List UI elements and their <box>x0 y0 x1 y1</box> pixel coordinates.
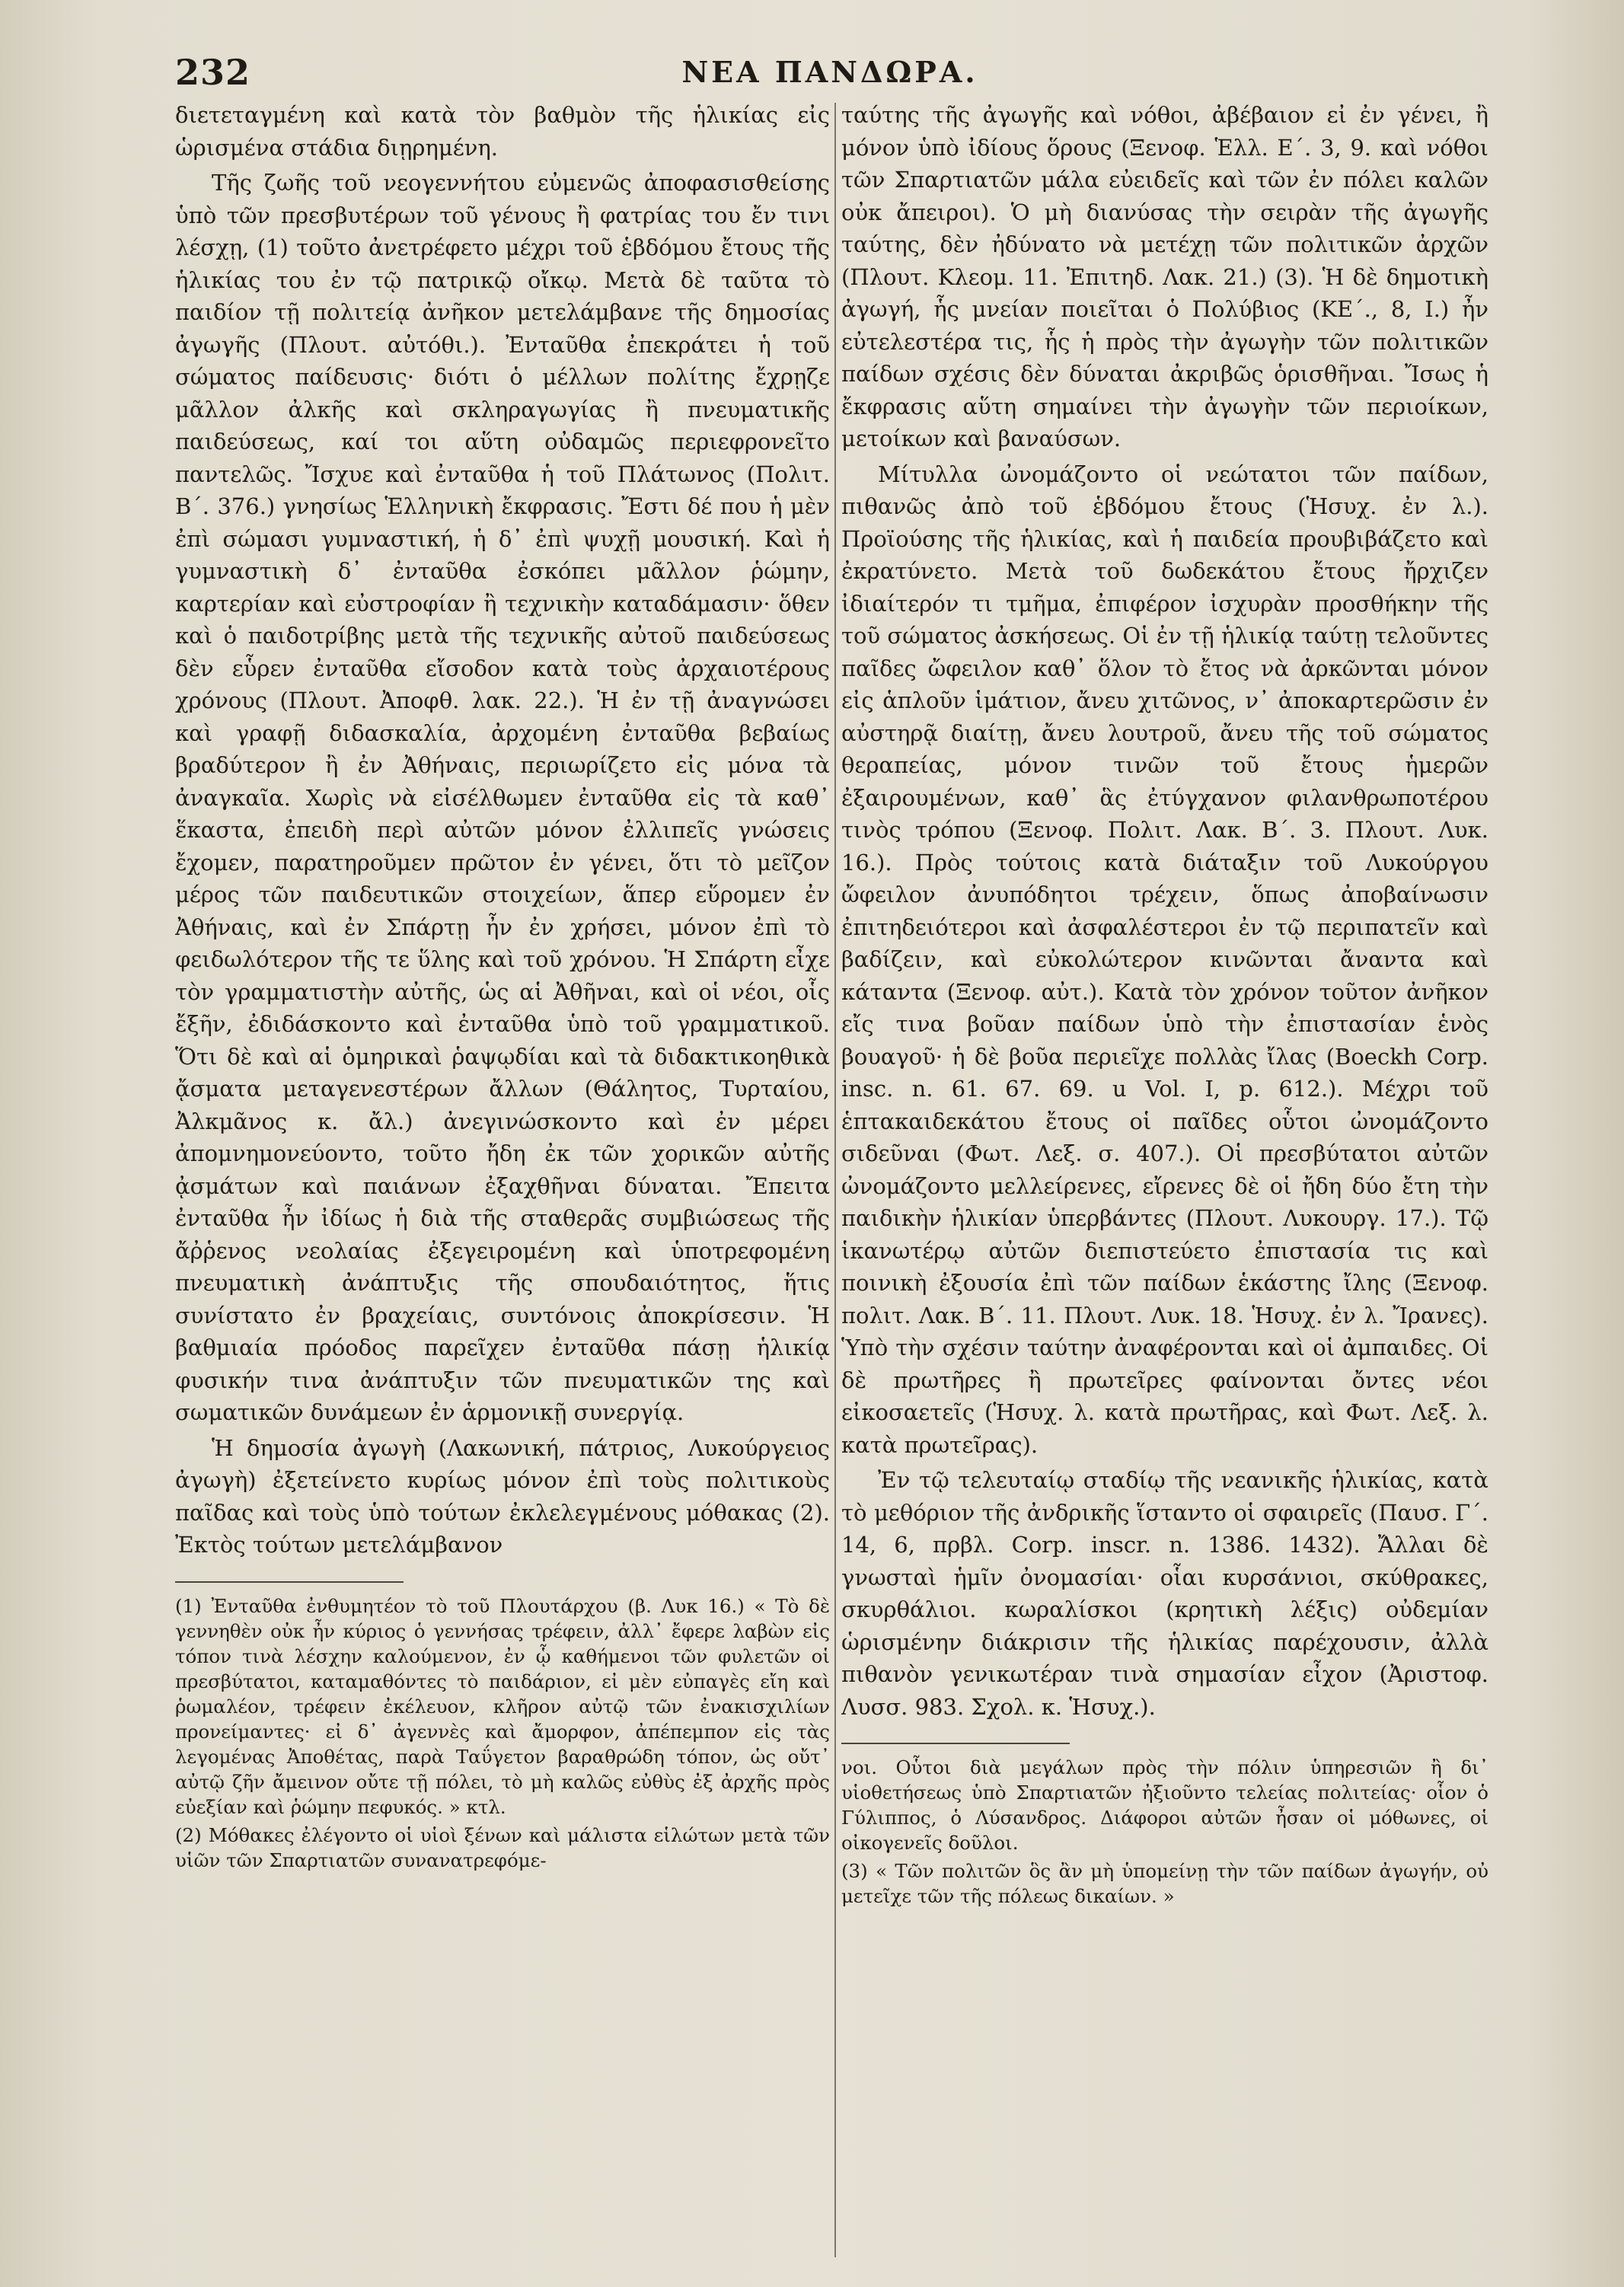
footnote-2-continued: νοι. Οὗτοι διὰ μεγάλων πρὸς τὴν πόλιν ὑπηρεσιῶν ἢ δι᾽ υἱοθετήσεως ὑπὸ Σπαρτιατῶν ἠξιοῦντο τελείας πολιτείας· οἷον ὁ Γύλιππος, ὁ Λύσανδρος. Διάφοροι αὐτῶν ἦσαν οἱ μόθωνες, οἱ οἰκογενεῖς δοῦλοι. <box>841 1756 1488 1854</box>
left-paragraph-2: Τῆς ζωῆς τοῦ νεογεννήτου εὐμενῶς ἀποφασισθείσης ὑπὸ τῶν πρεσβυτέρων τοῦ γένους ἢ φατρίας του ἔν τινι λέσχῃ, (1) τοῦτο ἀνετρέφετο μέχρι τοῦ ἑβδόμου ἔτους τῆς ἡλικίας του ἐν τῷ πατρικῷ οἴκῳ. Μετὰ δὲ ταῦτα τὸ παιδίον τῇ πολιτείᾳ ἀνῆκον μετελάμβανε τῆς δημοσίας ἀγωγῆς (Πλουτ. αὐτόθι.). Ἐνταῦθα ἐπεκράτει ἡ τοῦ σώματος παίδευσις· διότι ὁ μέλλων πολίτης ἔχρῃζε μᾶλλον ἀλκῆς καὶ σκληραγωγίας ἢ πνευματικῆς παιδεύσεως, καί τοι αὕτη οὐδαμῶς περιεφρονεῖτο παντελῶς. Ἴσχυε καὶ ἐνταῦθα ἡ τοῦ Πλάτωνος (Πολιτ. Β΄. 376.) γνησίως Ἑλληνικὴ ἔκφρασις. Ἔστι δέ που ἡ μὲν ἐπὶ σώμασι γυμναστική, ἡ δ᾽ ἐπὶ ψυχῇ μουσική. Καὶ ἡ γυμναστικὴ δ᾽ ἐνταῦθα ἐσκόπει μᾶλλον ῥώμην, καρτερίαν καὶ εὐστροφίαν ἢ τεχνικὴν καταδάμασιν· ὅθεν καὶ ὁ παιδοτρίβης μετὰ τῆς τεχνικῆς αὐτοῦ παιδεύσεως δὲν εὗρεν ἐνταῦθα εἴσοδον κατὰ τοὺς ἀρχαιοτέρους χρόνους (Πλουτ. Ἀποφθ. λακ. 22.). Ἡ ἐν τῇ ἀναγνώσει καὶ γραφῇ διδασκαλία, ἀρχομένη ἐνταῦθα βεβαίως βραδύτερον ἢ ἐν Ἀθήναις, περιωρίζετο εἰς μόνα τὰ ἀναγκαῖα. Χωρὶς νὰ εἰσέλθωμεν ἐνταῦθα εἰς τὰ καθ᾽ ἕκαστα, ἐπειδὴ περὶ αὐτῶν μόνον ἐλλιπεῖς γνώσεις ἔχομεν, παρατηροῦμεν πρῶτον ἐν γένει, ὅτι τὸ μεῖζον μέρος τῶν παιδευτικῶν στοιχείων, ἅπερ εὕρομεν ἐν Ἀθήναις, καὶ ἐν Σπάρτῃ ἦν ἐν χρήσει, μόνον ἐπὶ τὸ φειδωλότερον τῆς τε ὕλης καὶ τοῦ χρόνου. Ἡ Σπάρτη εἶχε τὸν γραμματιστὴν αὐτῆς, ὡς αἱ Ἀθῆναι, καὶ οἱ νέοι, οἷς ἔξῆν, ἐδιδάσκοντο καὶ ἐνταῦθα ὑπὸ τοῦ γραμματικοῦ. Ὅτι δὲ καὶ αἱ ὁμηρικαὶ ῥαψῳδίαι καὶ τὰ διδακτικοηθικὰ ᾄσματα μεταγενεστέρων ἄλλων (Θάλητος, Τυρταίου, Ἀλκμᾶνος κ. ἄλ.) ἀνεγινώσκοντο καὶ ἐν μέρει ἀπομνημονεύοντο, τοῦτο ἤδη ἐκ τῶν χορικῶν αὐτῆς ᾀσμάτων καὶ παιάνων ἐξαχθῆναι δύναται. Ἔπειτα ἐνταῦθα ἦν ἰδίως ἡ διὰ τῆς σταθερᾶς συμβιώσεως τῆς ἄῤῥενος νεολαίας ἐξεγειρομένη καὶ ὑποτρεφομένη πνευματικὴ ἀνάπτυξις τῆς σπουδαιότητος, ἥτις συνίστατο ἐν βραχείαις, συντόνοις ἀποκρίσεσιν. Ἡ βαθμιαία πρόοδος παρεῖχεν ἐνταῦθα πάσῃ ἡλικίᾳ φυσικήν τινα ἀνάπτυξιν τῶν πνευματικῶν της καὶ σωματικῶν δυνάμεων ἐν ἁρμονικῇ συνεργίᾳ. <box>175 170 830 1425</box>
left-column <box>175 99 830 2269</box>
footnote-2: (2) Μόθακες ἐλέγοντο οἱ υἱοὶ ξένων καὶ μάλιστα εἱλώτων μετὰ τῶν υἱῶν τῶν Σπαρτιατῶν συνανατρεφόμε- <box>175 1823 830 1871</box>
column-divider <box>834 103 836 2257</box>
page-header <box>175 46 1485 99</box>
running-title: ΝΕΑ ΠΑΝΔΩΡΑ. <box>681 55 978 89</box>
footnote-1: (1) Ἐνταῦθα ἐνθυμητέον τὸ τοῦ Πλουτάρχου (β. Λυκ 16.) « Τὸ δὲ γεννηθὲν οὐκ ἦν κύριος ὁ γεννήσας τρέφειν, ἀλλ᾽ ἔφερε λαβὼν εἰς τόπον τινὰ λέσχην καλούμενον, ἐν ᾧ καθήμενοι τῶν φυλετῶν οἱ πρεσβύτατοι, καταμαθόντες τὸ παιδάριον, εἰ μὲν εὐπαγὲς εἴη καὶ ῥωμαλέον, τρέφειν ἐκέλευον, κλῆρον αὐτῷ τῶν ἐνακισχιλίων προνείμαντες· εἰ δ᾽ ἀγεννὲς καὶ ἄμορφον, ἀπέπεμπον εἰς τὰς λεγομένας Ἀποθέτας, παρὰ Ταΰγετον βαραθρώδη τόπον, ὡς οὔτ᾽ αὐτῷ ζῆν ἄμεινον οὔτε τῇ πόλει, τὸ μὴ καλῶς εὐθὺς ἐξ ἀρχῆς πρὸς εὐεξίαν καὶ ῥώμην πεφυκός. » κτλ. <box>175 1594 830 1818</box>
right-paragraph-1: ταύτης τῆς ἀγωγῆς καὶ νόθοι, ἀβέβαιον εἰ ἐν γένει, ἢ μόνον ὑπὸ ἰδίους ὅρους (Ξενοφ. Ἑλλ. Ε΄. 3, 9. καὶ νόθοι τῶν Σπαρτιατῶν μάλα εὐειδεῖς καὶ τῶν ἐν πόλει καλῶν οὐκ ἄπειροι). Ὁ μὴ διανύσας τὴν σειρὰν τῆς ἀγωγῆς ταύτης, δὲν ἠδύνατο νὰ μετέχῃ τῶν πολιτικῶν ἀρχῶν (Πλουτ. Κλεομ. 11. Ἐπιτηδ. Λακ. 21.) (3). Ἡ δὲ δημοτικὴ ἀγωγή, ἧς μνείαν ποιεῖται ὁ Πολύβιος (ΚΕ΄., 8, Ι.) ἦν εὐτελεστέρα τις, ἧς ἡ πρὸς τὴν ἀγωγὴν τῶν πολιτικῶν παίδων σχέσις δὲν δύναται ἀκριβῶς ὁρισθῆναι. Ἴσως ἡ ἔκφρασις αὕτη σημαίνει τὴν ἀγωγὴν τῶν περιοίκων, μετοίκων καὶ βαναύσων. <box>841 102 1488 451</box>
left-paragraph-1: διετεταγμένη καὶ κατὰ τὸν βαθμὸν τῆς ἡλικίας εἰς ὡρισμένα στάδια διῃρημένη. <box>175 102 830 161</box>
right-paragraph-3: Ἐν τῷ τελευταίῳ σταδίῳ τῆς νεανικῆς ἡλικίας, κατὰ τὸ μεθόριον τῆς ἀνδρικῆς ἵσταντο οἱ σφαιρεῖς (Παυσ. Γ΄. 14, 6, πρβλ. Corp. inscr. n. 1386. 1432). Ἄλλαι δὲ γνωσταὶ ἡμῖν ὀνομασίαι· οἷαι κυρσάνιοι, σκύθρακες, σκυρθάλιοι. κωραλίσκοι (κρητικὴ λέξις) οὐδεμίαν ὡρισμένην διάκρισιν τῆς ἡλικίας παρέχουσιν, ἀλλὰ πιθανὸν γενικωτέραν τινὰ σημασίαν εἶχον (Ἀριστοφ. Λυσσ. 983. Σχολ. κ. Ἡσυχ.). <box>841 1467 1488 1720</box>
right-footnote-rule <box>841 1743 1070 1744</box>
left-footnote-rule <box>175 1581 404 1583</box>
right-paragraph-2: Μίτυλλα ὠνομάζοντο οἱ νεώτατοι τῶν παίδων, πιθανῶς ἀπὸ τοῦ ἑβδόμου ἔτους (Ἡσυχ. ἐν λ.). Προϊούσης τῆς ἡλικίας, καὶ ἡ παιδεία προυβιβάζετο καὶ ἐκρατύνετο. Μετὰ τοῦ δωδεκάτου ἔτους ἤρχιζεν ἰδιαίτερόν τι τμῆμα, ἐπιφέρον ἰσχυρὰν προσθήκην τῆς τοῦ σώματος ἀσκήσεως. Οἱ ἐν τῇ ἡλικίᾳ ταύτῃ τελοῦντες παῖδες ὤφειλον καθ᾽ ὅλον τὸ ἔτος νὰ ἀρκῶνται μόνον εἰς ἁπλοῦν ἱμάτιον, ἄνευ χιτῶνος, ν᾽ ἀποκαρτερῶσιν ἐν αὐστηρᾷ διαίτῃ, ἄνευ λουτροῦ, ἄνευ τῆς τοῦ σώματος θεραπείας, μόνον τινῶν τοῦ ἔτους ἡμερῶν ἐξαιρουμένων, καθ᾽ ἃς ἐτύγχανον φιλανθρωποτέρου τινὸς τρόπου (Ξενοφ. Πολιτ. Λακ. Β΄. 3. Πλουτ. Λυκ. 16.). Πρὸς τούτοις κατὰ διάταξιν τοῦ Λυκούργου ὤφειλον ἀνυπόδητοι τρέχειν, ὅπως ἀποβαίνωσιν ἐπιτηδειότεροι καὶ ἀσφαλέστεροι ἐν τῷ περιπατεῖν καὶ βαδίζειν, καὶ εὐκολώτερον κινῶνται ἄναντα καὶ κάταντα (Ξενοφ. αὐτ.). Κατὰ τὸν χρόνον τοῦτον ἀνῆκον εἴς τινα βοῦαν παίδων ὑπὸ τὴν ἐπιστασίαν ἑνὸς βουαγοῦ· ἡ δὲ βοῦα περιεῖχε πολλὰς ἴλας (Boeckh Corp. insc. n. 61. 67. 69. u Vol. I, p. 612.). Μέχρι τοῦ ἑπτακαιδεκάτου ἔτους οἱ παῖδες οὗτοι ὠνομάζοντο σιδεῦναι (Φωτ. Λεξ. σ. 407.). Οἱ πρεσβύτατοι αὐτῶν ὠνομάζοντο μελλείρενες, εἴρενες δὲ οἱ ἤδη δύο ἔτη τὴν παιδικὴν ἡλικίαν ὑπερβάντες (Πλουτ. Λυκουργ. 17.). Τῷ ἱκανωτέρῳ αὐτῶν διεπιστεύετο ἐπιστασία τις καὶ ποινικὴ ἐξουσία ἐπὶ τῶν παίδων ἑκάστης ἴλης (Ξενοφ. πολιτ. Λακ. Β΄. 11. Πλουτ. Λυκ. 18. Ἡσυχ. ἐν λ. Ἴρανες). Ὑπὸ τὴν σχέσιν ταύτην ἀναφέρονται καὶ οἱ ἀμπαιδες. Οἱ δὲ πρωτῆρες ἢ πρωτεῖρες φαίνονται ὄντες νέοι εἰκοσαετεῖς (Ἡσυχ. λ. κατὰ πρωτῆρας, καὶ Φωτ. Λεξ. λ. κατὰ πρωτεῖρας). <box>841 461 1488 1458</box>
left-paragraph-3: Ἡ δημοσία ἀγωγὴ (Λακωνική, πάτριος, Λυκούργειος ἀγωγὴ) ἐξετείνετο κυρίως μόνον ἐπὶ τοὺς πολιτικοὺς παῖδας καὶ τοὺς ὑπὸ τούτων ἐκλελεγμένους μόθακας (2). Ἐκτὸς τούτων μετελάμβανον <box>175 1434 830 1558</box>
footnote-3: (3) « Τῶν πολιτῶν ὃς ἂν μὴ ὑπομείνῃ τὴν τῶν παίδων ἀγωγήν, οὐ μετεῖχε τῶν τῆς πόλεως δικαίων. » <box>841 1860 1488 1907</box>
page-number: 232 <box>175 52 251 93</box>
right-column <box>841 99 1488 2269</box>
